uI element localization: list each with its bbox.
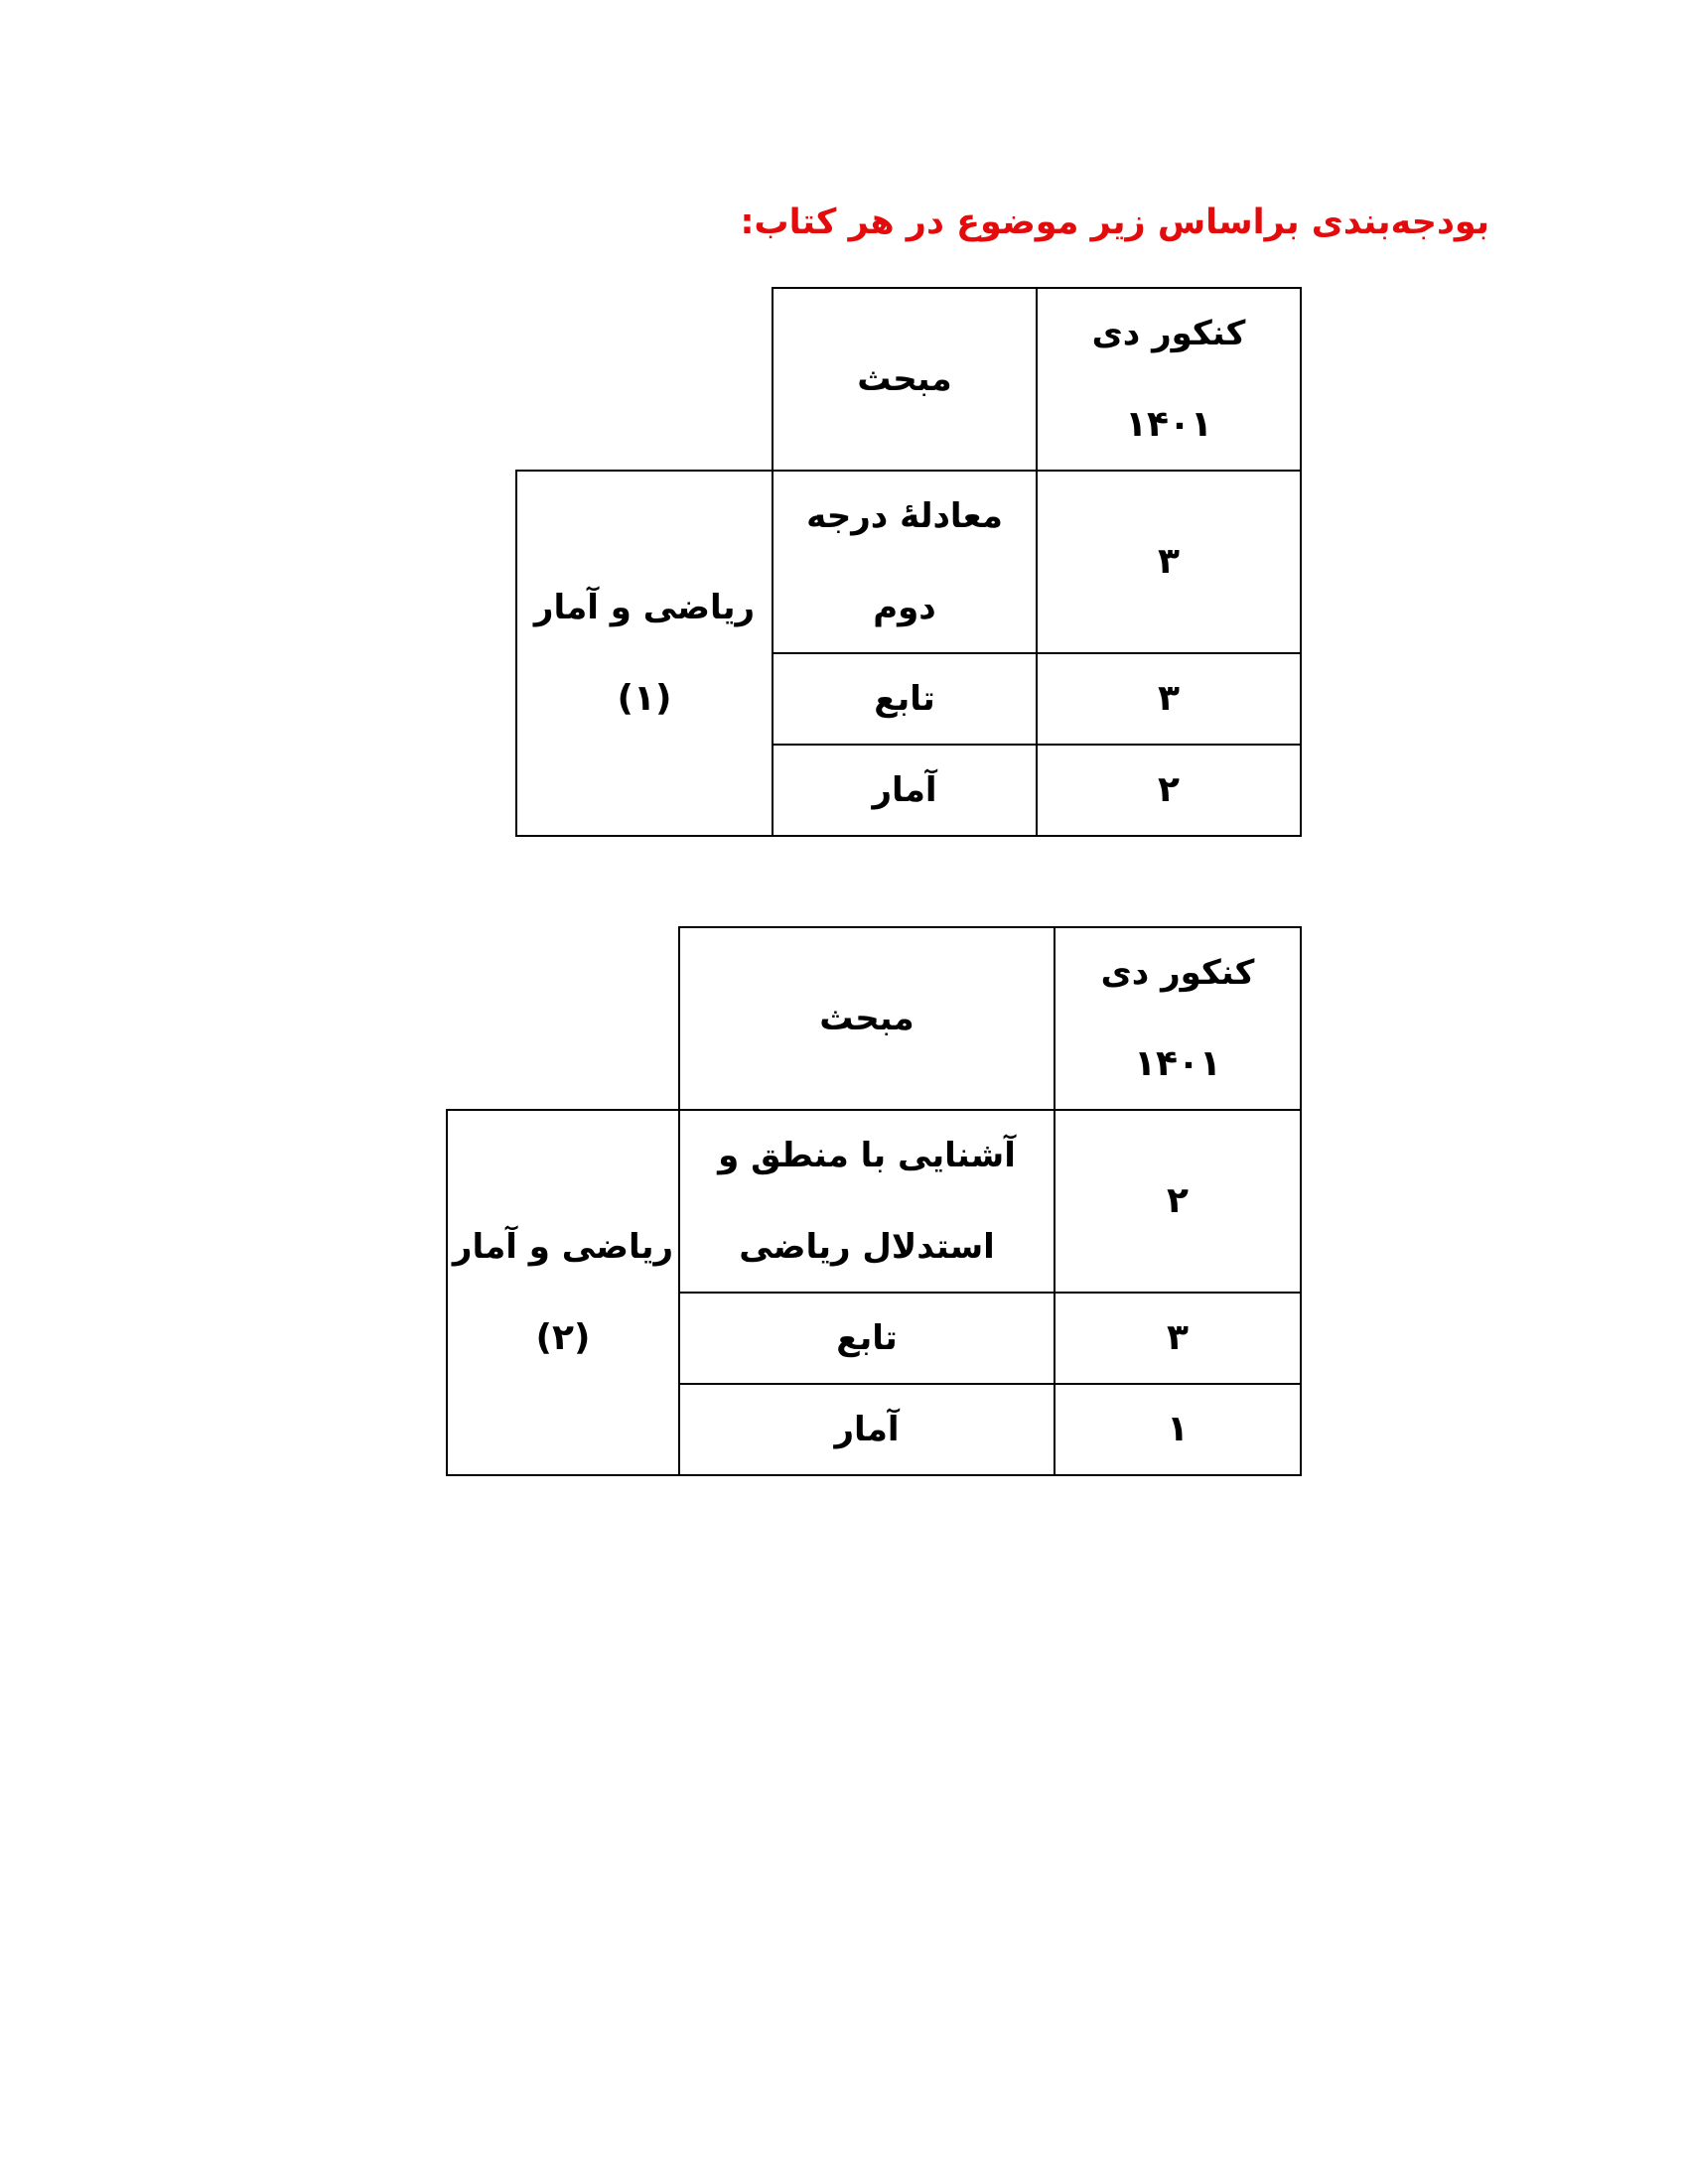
table1-row3-count bbox=[1036, 744, 1302, 837]
table1-row2-count-value: ۳ bbox=[1158, 678, 1180, 719]
table2-book-name bbox=[446, 1109, 680, 1476]
table1-header-exam-line2: ۱۴۰۱ bbox=[1125, 404, 1212, 445]
table1-row1-topic-line2: دوم bbox=[873, 588, 936, 627]
table1-header-topic-label: مبحث bbox=[857, 359, 952, 399]
table2-header-exam bbox=[1054, 926, 1302, 1111]
table2-header-exam-line1: کنکور دی bbox=[1100, 953, 1255, 993]
table1-row3-topic-line1: آمار bbox=[872, 770, 937, 810]
table2-header-exam-line2: ۱۴۰۱ bbox=[1134, 1043, 1221, 1084]
table1-row1-count bbox=[1036, 470, 1302, 654]
table1-header-topic bbox=[772, 287, 1038, 472]
table1-row1-count-value: ۳ bbox=[1158, 541, 1180, 582]
table2-book-line1: ریاضی و آمار bbox=[452, 1227, 674, 1267]
table2-row1-count bbox=[1054, 1109, 1302, 1294]
table2-row2-count bbox=[1054, 1292, 1302, 1385]
table1-book-line1: ریاضی و آمار bbox=[533, 588, 756, 627]
table2-header-topic bbox=[678, 926, 1055, 1111]
table2-row1-count-value: ۲ bbox=[1167, 1180, 1189, 1221]
table2-row2-count-value: ۳ bbox=[1167, 1317, 1189, 1358]
table2-row3-topic bbox=[678, 1383, 1055, 1476]
table2-row3-topic-line1: آمار bbox=[834, 1410, 900, 1449]
table2-row3-count-value: ۱ bbox=[1167, 1409, 1189, 1449]
table1-row1-topic-line1: معادلهٔ درجه bbox=[806, 496, 1003, 536]
table1-header-exam-line1: کنکور دی bbox=[1091, 314, 1246, 353]
table1-row3-count-value: ۲ bbox=[1158, 769, 1180, 810]
table1-row2-topic-line1: تابع bbox=[874, 679, 935, 719]
table1-book-name bbox=[515, 470, 774, 837]
table1-row1-topic bbox=[772, 470, 1038, 654]
table2-row1-topic bbox=[678, 1109, 1055, 1294]
page-heading: بودجه‌بندی براساس زیر موضوع در هر کتاب: bbox=[740, 203, 1489, 242]
table1-row3-topic bbox=[772, 744, 1038, 837]
table2-row1-topic-line1: آشنایی با منطق و bbox=[718, 1136, 1016, 1175]
table2-row2-topic-line1: تابع bbox=[836, 1318, 898, 1358]
table1-row2-count bbox=[1036, 652, 1302, 746]
table2-book-line2: (۲) bbox=[535, 1317, 591, 1358]
table2-row3-count bbox=[1054, 1383, 1302, 1476]
table1-book-line2: (۱) bbox=[617, 678, 672, 719]
table1-header-exam bbox=[1036, 287, 1302, 472]
table2-header-topic-label: مبحث bbox=[819, 999, 914, 1038]
table2-row2-topic bbox=[678, 1292, 1055, 1385]
table1-row2-topic bbox=[772, 652, 1038, 746]
table2-row1-topic-line2: استدلال ریاضی bbox=[739, 1227, 995, 1267]
